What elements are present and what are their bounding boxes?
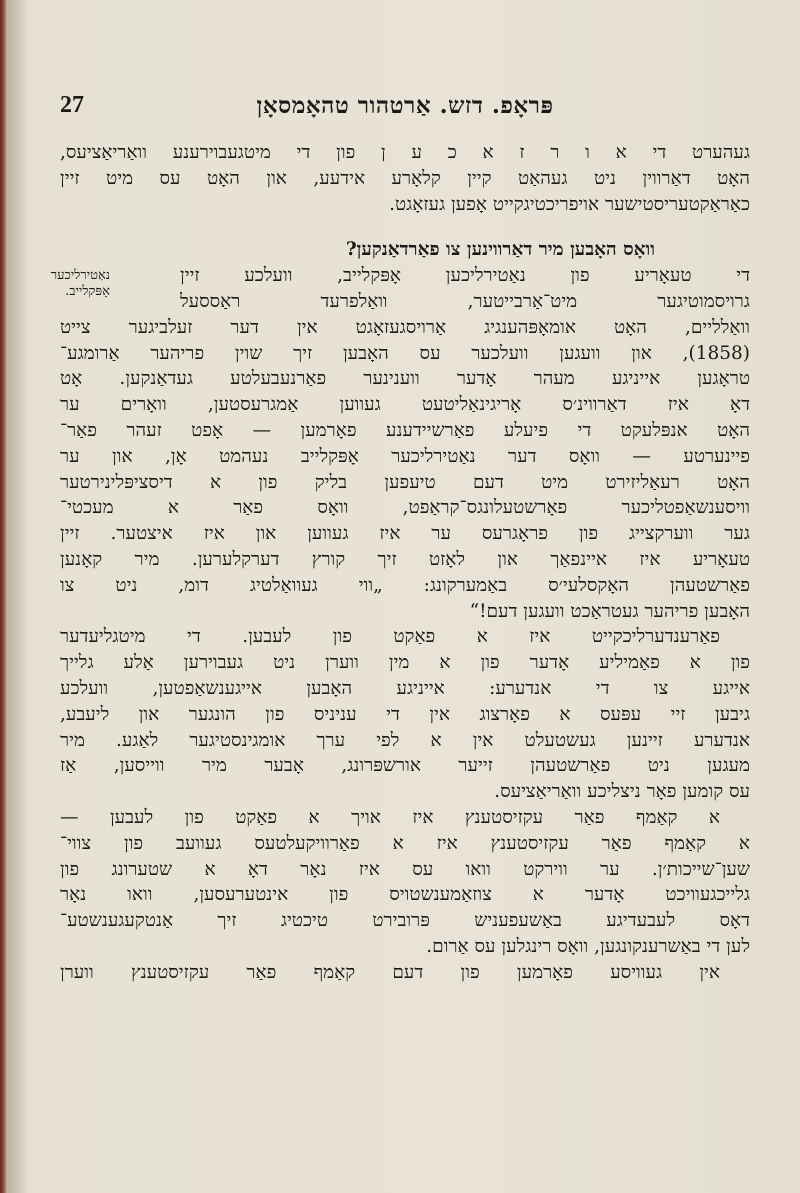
text-line: וואַלליים, האָט אומאָפּהענגיג אַרויסגעזאָגט אין דער זעלביגער צייט bbox=[60, 316, 750, 338]
text-line: מעגען ניט פאַרשטעהן זייער אורשפּרונג, אָבער מיר ווייסען, אַז bbox=[60, 755, 750, 777]
text-line: לען די באַשרענקונגען, וואָס רינגלען עס אַרום. bbox=[426, 935, 750, 957]
text-line: טראָגען אייניגע מעהר אָדער ווענינער פאַרנעבעלטע געדאַנקען. אָט bbox=[60, 368, 750, 390]
gutter-shadow bbox=[8, 0, 28, 1193]
margin-note-line: אָפּקלייב. bbox=[65, 284, 110, 299]
text-line: עס קומען פאָר ניצליכע וואַריאַציעס. bbox=[494, 781, 750, 803]
text-line: האָט רעאַליזירט מיט דעם טיעפען בליק פון א דיסציפּלינירטער bbox=[60, 471, 750, 493]
section-question-heading: וואָס האָבען מיר דאַרווינען צו פאַרדאַנקען? bbox=[345, 239, 655, 261]
text-line: שען־שייכות׳ן. ער ווירקט וואו עס איז נאָר דאָ א שטערונג פון bbox=[60, 858, 750, 880]
text-line: אייגע צו די אנדערע: אייניגע האָבען אייגענשאַפטען, וועלכע bbox=[60, 677, 750, 699]
text-line: האָבען פריהער געטראַכט וועגען דעם!“ bbox=[469, 600, 750, 622]
text-line: אנדערע זיינען געשטעלט אין א לפי ערך אומגינסטיגער לאַגע. מיר bbox=[60, 729, 750, 751]
margin-note-line: נאַטירליכער bbox=[50, 268, 110, 283]
text-line: דאָס לעבעדיגע באַשעפעניש פּרובירט טיכטיג זיך אַנטקעגענשטע־ bbox=[60, 910, 750, 932]
text-line: האָט דאַרווין ניט געהאַט קיין קלאָרע אידעע, און האָט עס מיט זיין bbox=[60, 167, 750, 189]
body-text bbox=[60, 140, 750, 986]
paragraph-2 bbox=[60, 237, 750, 805]
text-line: גיבען זיי עפּעס א פאָרצוג אין די עניניס פון הונגער און ליעבע, bbox=[60, 703, 750, 725]
text-line: פון א פאַמיליע אָדער פון א מין ווערן ניט געבוירען אַלע גלייך bbox=[60, 652, 750, 674]
text-line: פאַרענדערליכקייט איז א פאַקט פון לעבען. די מיטגליעדער bbox=[60, 626, 720, 648]
page-number: 27 bbox=[60, 92, 84, 118]
book-spine-edge bbox=[0, 0, 8, 1193]
text-line: די טעאָריע פון נאַטירליכען אָפּקלייב, וועלכע זיין bbox=[180, 265, 750, 287]
text-line: טעאָריע איז איינפאַך און לאָזט זיך קורץ דערקלערען. מיר קאָנען bbox=[60, 548, 750, 570]
text-line: (1858), און וועגען וועלכער עס האָבען זיך שוין פריהער אַרומגע־ bbox=[60, 342, 750, 364]
text-line: גער ווערקצייג פון פראָגרעס ער איז געווען און איז איצטער. זיין bbox=[60, 523, 750, 545]
text-line: אין געוויסע פאָרמען פון דעם קאַמף פאַר עקזיסטענץ ווערן bbox=[60, 961, 720, 983]
page-header bbox=[60, 92, 750, 126]
text-line: א קאַמף פאַר עקזיסטענץ איז א פאַרוויקעלטעס געוועב פון צווי־ bbox=[60, 832, 750, 854]
text-line: האָט אנפּלעקט די פיעלע פאַרשיידענע פאָרמען — אָפט זעהר פאַר־ bbox=[60, 419, 750, 441]
text-line: פיינערטע — וואָס דער נאַטירליכער אָפּקלייב נעהמט אָן, און ער bbox=[60, 445, 750, 467]
paragraph-3 bbox=[60, 805, 750, 986]
text-line: געהערט די א ו ר ז א כ ע ן פון די מיטגעבוירענע וואַריאַציעס, bbox=[60, 142, 750, 163]
text-line: א קאַמף פאַר עקזיסטענץ איז אויך א פאַקט פון לעבען — bbox=[60, 806, 720, 828]
text-line: וויסענשאַפטליכער פאָרשטעלונגס־קראַפט, וואָס פאַר א מעכטי־ bbox=[60, 497, 750, 519]
text-line: גלייכגעוויכט אָדער א צוזאַמענשטויס פון אינטערעסען, וואו נאָר bbox=[60, 884, 750, 906]
text-line: גרויסמוטיגער מיט־אַרבייטער, װאַלפרעד ראַססעל bbox=[180, 290, 750, 312]
running-title: פּראָפ. דזש. אַרטהור טהאָמסאָן bbox=[256, 92, 554, 119]
text-line: דאָ איז דאַרווינ׳ס אָריגינאַליטעט געווען אַמגרעסטען, וואָרים ער bbox=[60, 394, 750, 416]
text-line: פאַרשטעהן האָקסלעי׳ס באַמערקונג: „ווי געוואַלטיג דומ, ניט צו bbox=[60, 574, 750, 596]
paragraph-1 bbox=[60, 140, 750, 217]
text-line: כאַראַקטעריסטישער אויפריכטיגקייט אָפען געזאָגט. bbox=[389, 193, 750, 215]
